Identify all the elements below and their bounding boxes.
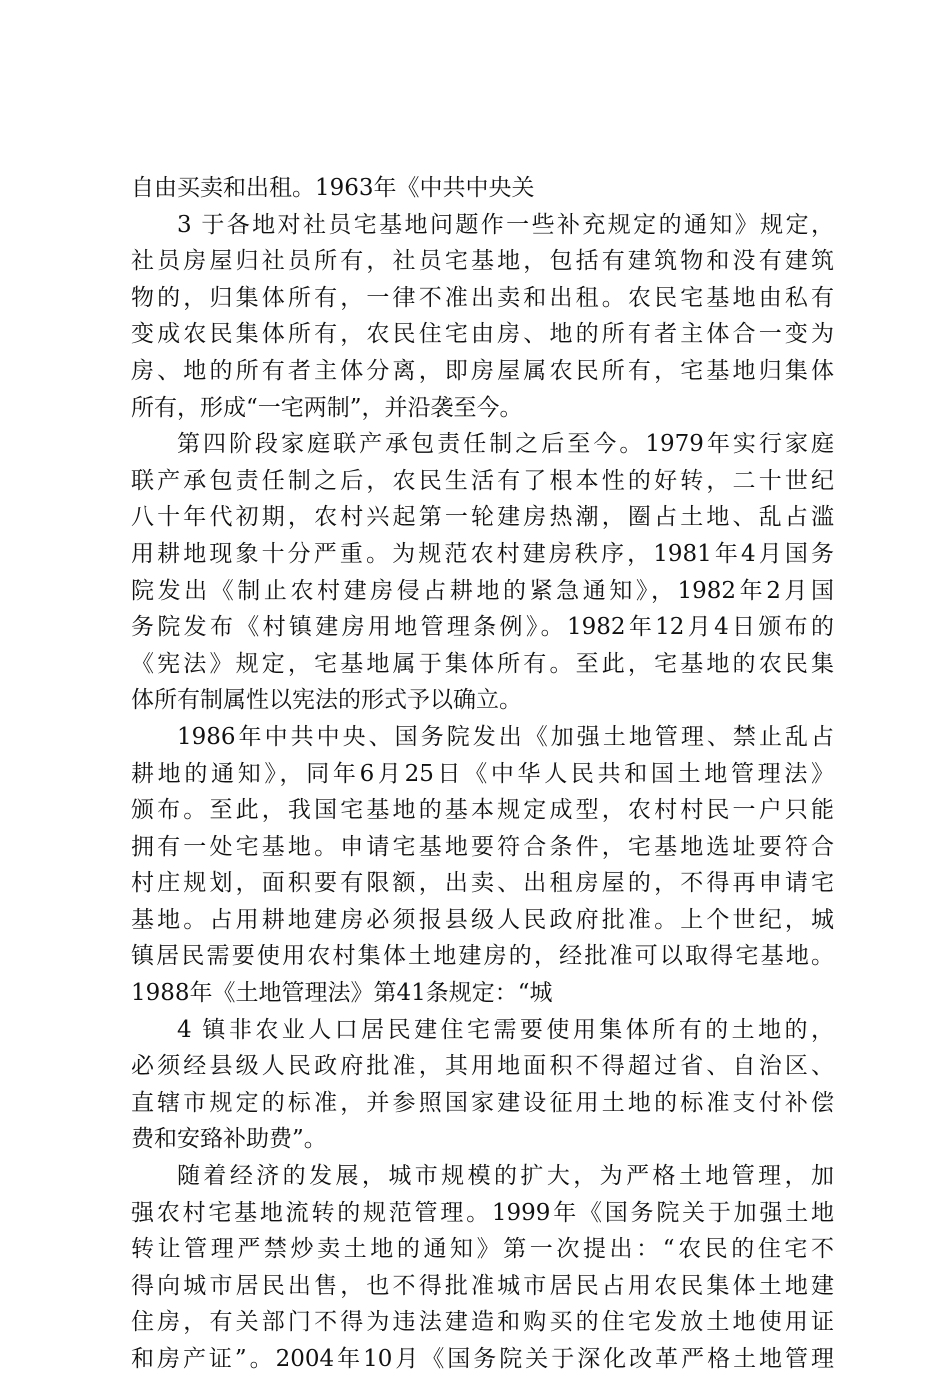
text-line: 3 于各地对社员宅基地问题作一些补充规定的通知》规定， (177, 211, 834, 238)
text-line: 1986年中共中央、国务院发出《加强土地管理、禁止乱占 (177, 723, 834, 750)
text-line: 社员房屋归社员所有，社员宅基地，包括有建筑物和没有建筑 (131, 248, 834, 275)
text-line: 费和安臵补助费”。 (131, 1126, 327, 1153)
document-body (131, 170, 834, 1378)
text-line: 镇居民需要使用农村集体土地建房的，经批准可以取得宅基地。 (131, 943, 834, 970)
text-line: 第四阶段家庭联产承包责任制之后至今。1979年实行家庭 (177, 431, 834, 458)
text-line: 和房产证”。2004年10月《国务院关于深化改革严格土地管理 (131, 1346, 834, 1372)
text-line: 转让管理严禁炒卖土地的通知》第一次提出：“农民的住宅不 (131, 1236, 834, 1263)
text-line: 1988年《土地管理法》第41条规定：“城 (131, 980, 553, 1007)
text-line: 基地。占用耕地建房必须报县级人民政府批准。上个世纪，城 (131, 906, 834, 933)
text-line: 拥有一处宅基地。申请宅基地要符合条件，宅基地选址要符合 (131, 833, 834, 860)
text-line: 变成农民集体所有，农民住宅由房、地的所有者主体合一变为 (131, 321, 834, 348)
text-line: 《宪法》规定，宅基地属于集体所有。至此，宅基地的农民集 (131, 650, 834, 677)
text-line: 住房，有关部门不得为违法建造和购买的住宅发放土地使用证 (131, 1309, 834, 1336)
text-line: 4 镇非农业人口居民建住宅需要使用集体所有的土地的， (177, 1016, 834, 1043)
text-line: 联产承包责任制之后，农民生活有了根本性的好转，二十世纪 (131, 467, 834, 494)
text-line: 用耕地现象十分严重。为规范农村建房秩序，1981年4月国务 (131, 540, 834, 567)
text-line: 自由买卖和出租。1963年《中共中央关 (131, 175, 535, 201)
text-line: 强农村宅基地流转的规范管理。1999年《国务院关于加强土地 (131, 1199, 834, 1226)
text-line: 体所有制属性以宪法的形式予以确立。 (131, 687, 522, 714)
text-line: 必须经县级人民政府批准，其用地面积不得超过省、自治区、 (131, 1053, 834, 1080)
text-line: 院发出《制止农村建房侵占耕地的紧急通知》，1982年2月国 (131, 577, 834, 604)
text-line: 颁布。至此，我国宅基地的基本规定成型，农村村民一户只能 (131, 797, 834, 824)
text-line: 房、地的所有者主体分离，即房屋属农民所有，宅基地归集体 (131, 357, 834, 384)
text-line: 耕地的通知》，同年6月25日《中华人民共和国土地管理法》 (131, 760, 834, 787)
text-line: 所有，形成“一宅两制”，并沿袭至今。 (131, 394, 523, 421)
text-line: 直辖市规定的标准，并参照国家建设征用土地的标准支付补偿 (131, 1089, 834, 1116)
text-line: 八十年代初期，农村兴起第一轮建房热潮，圈占土地、乱占滥 (131, 504, 834, 531)
text-line: 随着经济的发展，城市规模的扩大，为严格土地管理，加 (177, 1163, 834, 1190)
text-line: 务院发布《村镇建房用地管理条例》。1982年12月4日颁布的 (131, 614, 834, 641)
text-line: 物的，归集体所有，一律不准出卖和出租。农民宅基地由私有 (131, 284, 834, 311)
text-line: 得向城市居民出售，也不得批准城市居民占用农民集体土地建 (131, 1272, 834, 1299)
text-line: 村庄规划，面积要有限额，出卖、出租房屋的，不得再申请宅 (131, 870, 834, 897)
